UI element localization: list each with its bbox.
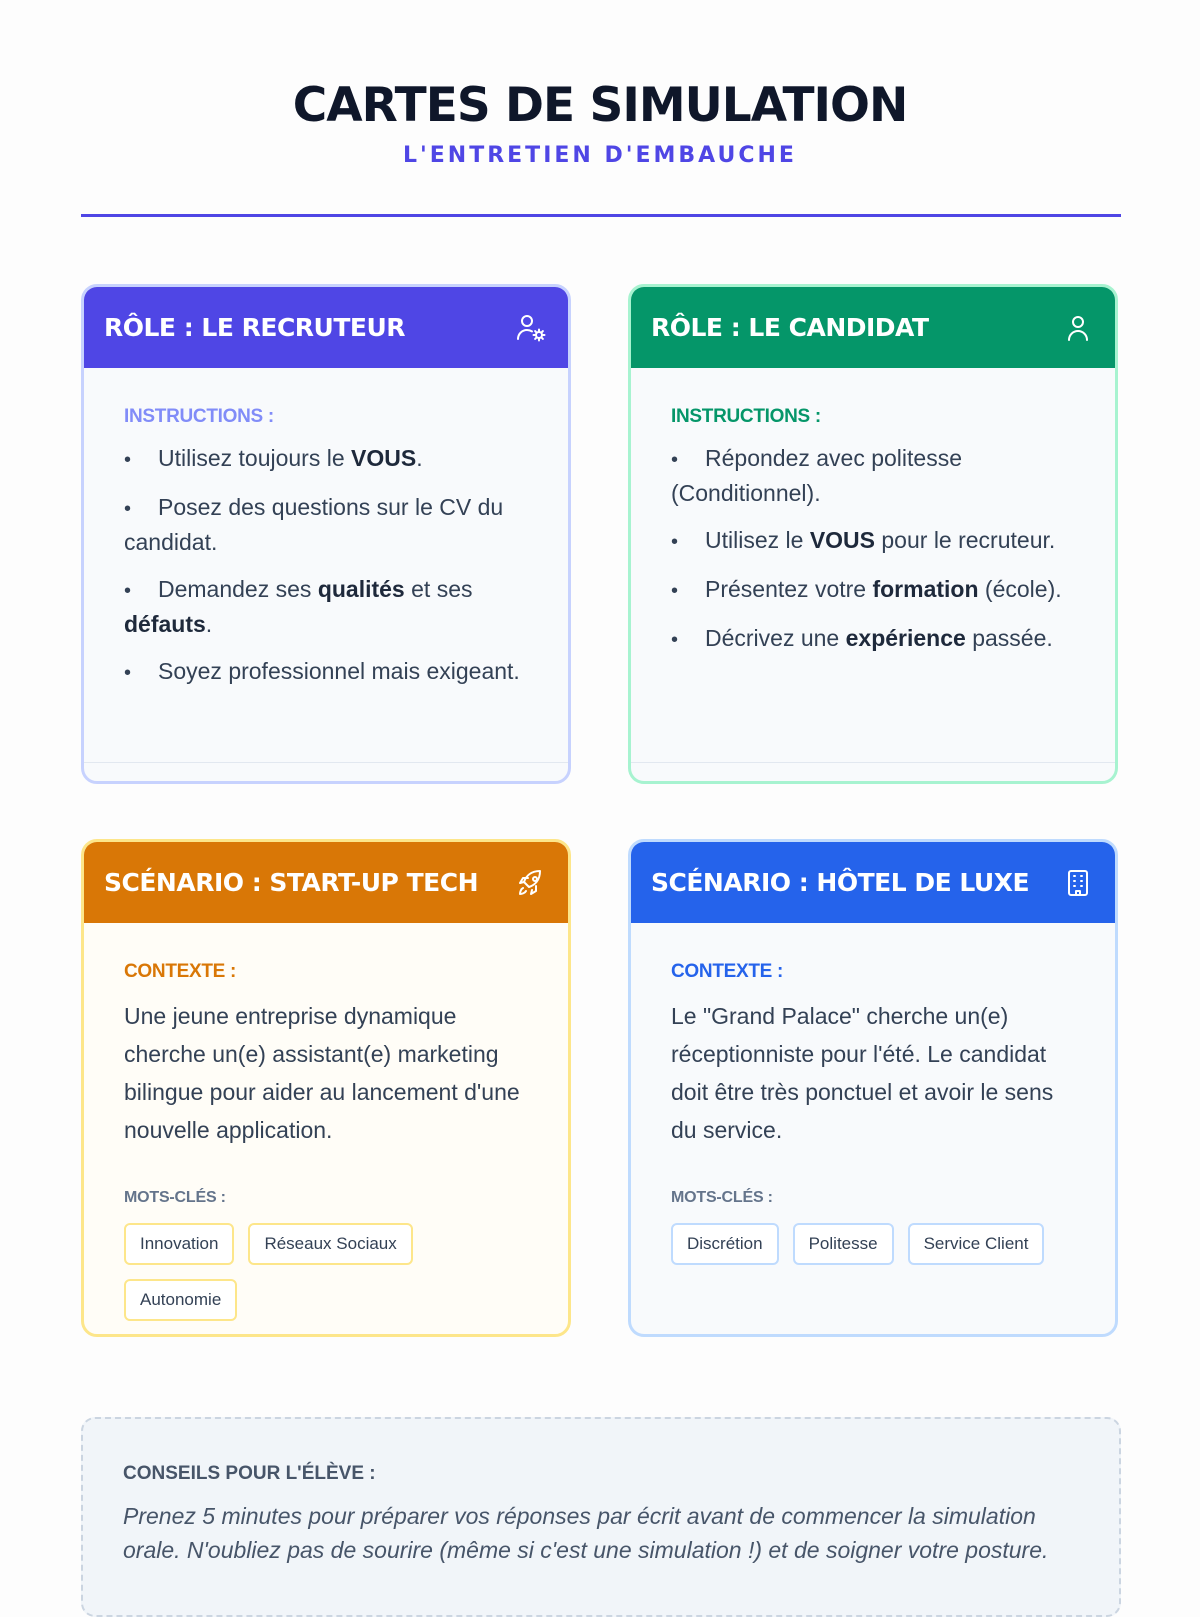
building-icon <box>1061 866 1095 900</box>
card-title: SCÉNARIO : START-UP TECH <box>104 868 478 897</box>
keyword-tag: Discrétion <box>671 1223 779 1265</box>
rocket-icon <box>514 866 548 900</box>
card-recruiter <box>81 284 571 784</box>
list-item: • Demandez ses qualités et ses défauts. <box>124 576 473 637</box>
card-title: RÔLE : LE RECRUTEUR <box>104 313 406 342</box>
instructions-list <box>671 442 1075 657</box>
list-item: • Répondez avec politesse (Conditionnel). <box>671 445 962 506</box>
card-footer-divider <box>84 762 568 763</box>
keyword-tag: Politesse <box>793 1223 894 1265</box>
context-text: Une jeune entreprise dynamique cherche un(e) assistant(e) marketing bilingue pour aider au lancement d'une nouvelle application. <box>124 1003 520 1143</box>
card-startup <box>81 839 571 1337</box>
tips-text: Prenez 5 minutes pour préparer vos réponses par écrit avant de commencer la simulation orale. N'oubliez pas de sourire (même si c'est une simulation !) et de soigner votre posture. <box>123 1503 1049 1563</box>
keywords-label: MOTS-CLÉS : <box>124 1189 226 1206</box>
card-header <box>631 287 1115 368</box>
keywords-label: MOTS-CLÉS : <box>671 1189 773 1206</box>
keyword-tag: Innovation <box>124 1223 234 1265</box>
card-footer-divider <box>631 762 1115 763</box>
context-label: CONTEXTE : <box>671 961 784 982</box>
card-header <box>84 842 568 923</box>
instructions-label: INSTRUCTIONS : <box>124 406 274 427</box>
card-title: SCÉNARIO : HÔTEL DE LUXE <box>651 868 1030 897</box>
card-body <box>84 368 568 690</box>
card-title: RÔLE : LE CANDIDAT <box>651 313 929 342</box>
keyword-tag: Service Client <box>908 1223 1045 1265</box>
card-body <box>631 923 1115 1265</box>
instructions-label: INSTRUCTIONS : <box>671 406 821 427</box>
card-body <box>84 923 568 1321</box>
context-label: CONTEXTE : <box>124 961 237 982</box>
card-header <box>84 287 568 368</box>
keyword-tag: Réseaux Sociaux <box>248 1223 412 1265</box>
keywords-list <box>671 1223 1075 1265</box>
card-header <box>631 842 1115 923</box>
card-candidate <box>628 284 1118 784</box>
instructions-list <box>124 442 528 690</box>
keyword-tag: Autonomie <box>124 1279 237 1321</box>
card-hotel <box>628 839 1118 1337</box>
list-item: • Utilisez toujours le VOUS. <box>124 445 423 471</box>
list-item: • Posez des questions sur le CV du candidat. <box>124 494 504 555</box>
list-item: • Présentez votre formation (école). <box>671 576 1062 602</box>
list-item: • Utilisez le VOUS pour le recruteur. <box>671 527 1056 553</box>
page-subtitle: L'ENTRETIEN D'EMBAUCHE <box>403 143 797 168</box>
list-item: • Soyez professionnel mais exigeant. <box>124 658 520 684</box>
tips-box <box>81 1417 1121 1617</box>
list-item: • Décrivez une expérience passée. <box>671 625 1053 651</box>
context-text: Le "Grand Palace" cherche un(e) réceptionniste pour l'été. Le candidat doit être très ponctuel et avoir le sens du service. <box>671 1003 1054 1143</box>
keywords-list <box>124 1223 528 1321</box>
user-gear-icon <box>514 311 548 345</box>
tips-label: CONSEILS POUR L'ÉLÈVE : <box>123 1463 376 1484</box>
title-divider <box>81 214 1121 217</box>
card-body <box>631 368 1115 657</box>
user-icon <box>1061 311 1095 345</box>
page-title: CARTES DE SIMULATION <box>292 78 908 133</box>
